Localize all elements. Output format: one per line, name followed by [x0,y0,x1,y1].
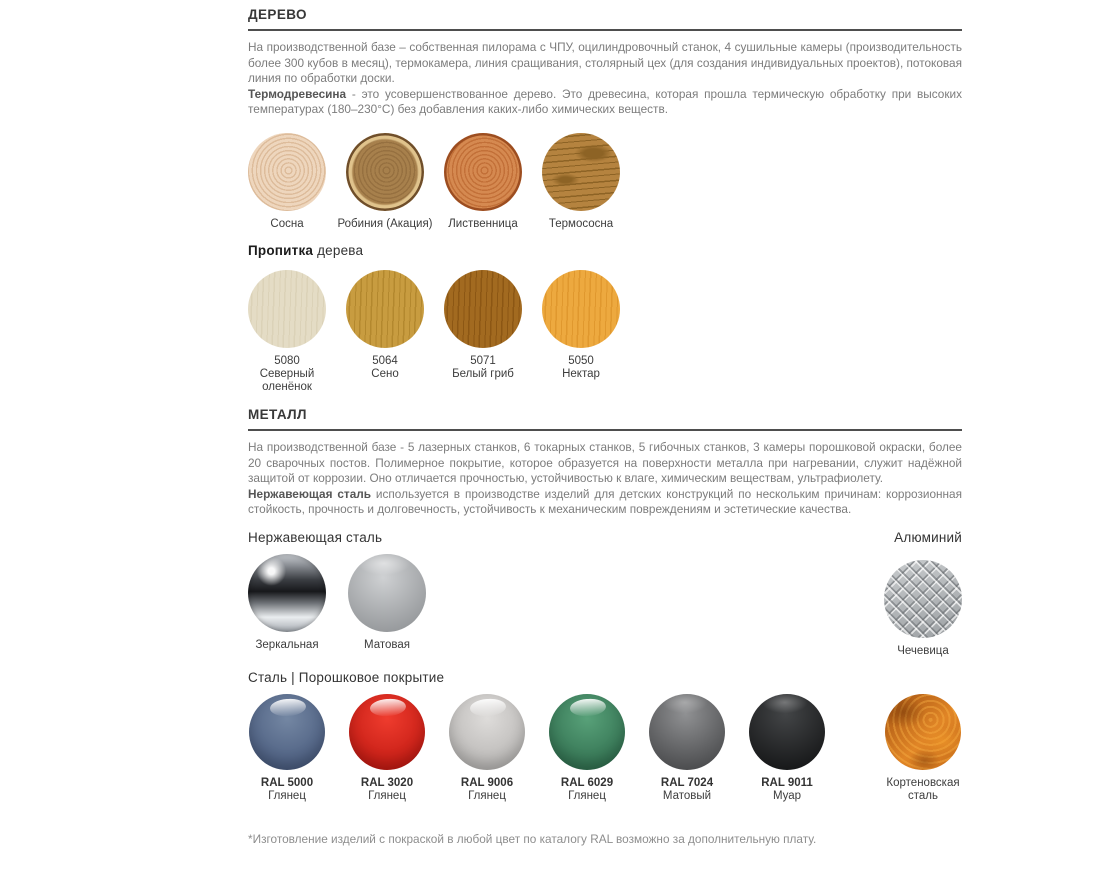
wood-species-row [248,133,962,231]
swatch-robinia [337,133,433,231]
aluminum-checker-plate-swatch [884,560,962,638]
ral-finish: Глянец [268,790,306,802]
stainless-row [248,554,962,657]
pine-cross-section-swatch [248,133,326,211]
section-title-wood: ДЕРЕВО [248,7,307,22]
ral-9006-sphere [449,694,525,770]
swatch-ral-9006 [448,694,526,803]
ral-code: RAL 5000 [260,777,314,789]
wood-stains-row [248,270,962,393]
stain-name: Нектар [562,368,600,380]
ral-finish: Муар [772,790,802,802]
swatch-stain-5071 [444,270,522,381]
matte-steel-sphere [348,554,426,632]
swatch-corten-steel [884,694,962,803]
aluminum-heading: Алюминий [894,529,962,545]
stain-name: Белый гриб [452,368,514,380]
swatch-ral-9011 [748,694,826,803]
swatch-label: Робиния (Акация) [337,217,433,230]
swatch-stain-5064 [346,270,424,381]
swatch-label: Сосна [270,217,304,230]
ral-code: RAL 9011 [761,777,813,789]
swatch-label: Чечевица [897,644,949,657]
swatch-ral-7024 [648,694,726,803]
metal-paragraph: На производственной базе - 5 лазерных станков, 6 токарных станков, 5 гибочных станков, 3 камеры порошковой окраски, более 20 сварочных постов. Полимерное покрытие, которое образуется на поверхности металла при нагревании, служит надёжной защитой от коррозии. Оно отличается прочностью, устойчивостью к влаге, химическим веществам, ультрафиолету. [248,440,962,485]
ral-3020-sphere [349,694,425,770]
swatch-stain-5080 [248,270,326,393]
larch-cross-section-swatch [444,133,522,211]
ral-code: RAL 3020 [360,777,414,789]
swatch-aluminum-lentil [884,560,962,658]
gloss-highlight [569,698,606,718]
ral-9011-sphere [749,694,825,770]
ral-footnote: *Изготовление изделий с покраской в любой цвет по каталогу RAL возможно за дополнительную плату. [248,831,817,846]
powder-coating-heading: Сталь | Порошковое покрытие [248,670,445,685]
wood-divider [248,29,962,31]
ral-finish: Глянец [568,790,606,802]
swatch-label: Кортеновская сталь [886,777,960,802]
robinia-cross-section-swatch [346,133,424,211]
swatch-stain-5050 [542,270,620,381]
ral-5000-sphere [249,694,325,770]
swatch-label: Лиственница [448,217,518,230]
swatch-label: Матовая [364,638,410,651]
ral-6029-sphere [549,694,625,770]
thermowood-paragraph: Термодревесина - это усовершенствованное дерево. Это древесина, которая прошла термическую обработку при высоких температурах (180–230°С) без добавления каких-либо химических веществ. [248,86,962,116]
swatch-ral-6029 [548,694,626,803]
metal-divider [248,429,962,431]
catalog-page [248,0,962,846]
stain-5071-swatch [444,270,522,348]
swatch-pine [248,133,326,231]
ral-code: RAL 7024 [660,777,714,789]
ral-code: RAL 9006 [460,777,514,789]
stainless-heading: Нержавеющая сталь [248,529,383,545]
mirror-steel-sphere [248,554,326,632]
swatch-ral-5000 [248,694,326,803]
swatch-thermopine [542,133,620,231]
stain-code: 5050 [568,355,594,367]
swatch-matte-steel [348,554,426,652]
ral-finish: Глянец [468,790,506,802]
corten-steel-swatch [885,694,961,770]
thermowood-term: Термодревесина [248,86,347,101]
stain-5080-swatch [248,270,326,348]
stainless-aluminum-headings [248,530,962,546]
stain-code: 5071 [470,355,496,367]
ral-finish: Глянец [368,790,406,802]
stain-code: 5064 [372,355,398,367]
ral-code: RAL 6029 [560,777,614,789]
swatch-mirror-steel [248,554,326,652]
section-title-metal: МЕТАЛЛ [248,407,307,422]
stain-heading: Пропитка дерева [248,243,364,258]
stain-5064-swatch [346,270,424,348]
powder-coating-row [248,694,962,803]
stainless-paragraph: Нержавеющая сталь используется в производстве изделий для детских конструкций по нескольким причинам: коррозионная стойкость, прочность и долговечность, устойчивость к механическим повреждениям и эстетические качества. [248,486,962,516]
stain-name: Сено [371,368,399,380]
gloss-highlight [369,698,406,718]
swatch-larch [444,133,522,231]
gloss-highlight [269,698,306,718]
swatch-label: Зеркальная [255,638,319,651]
stainless-term: Нержавеющая сталь [248,486,372,501]
wood-paragraph: На производственной базе – собственная пилорама с ЧПУ, оцилиндровочный станок, 4 сушильные камеры (производительность более 300 кубов в месяц), термокамера, линия сращивания, столярный цех (для создания индивидуальных проектов), потоковая линия по обработки доски. [248,40,962,85]
gloss-highlight [469,698,506,718]
swatch-label: Термососна [548,217,614,230]
thermopine-grain-swatch [542,133,620,211]
stain-5050-swatch [542,270,620,348]
swatch-ral-3020 [348,694,426,803]
stain-name: Северный оленёнок [259,368,315,393]
ral-finish: Матовый [662,790,712,802]
stain-code: 5080 [274,355,300,367]
ral-7024-sphere [649,694,725,770]
